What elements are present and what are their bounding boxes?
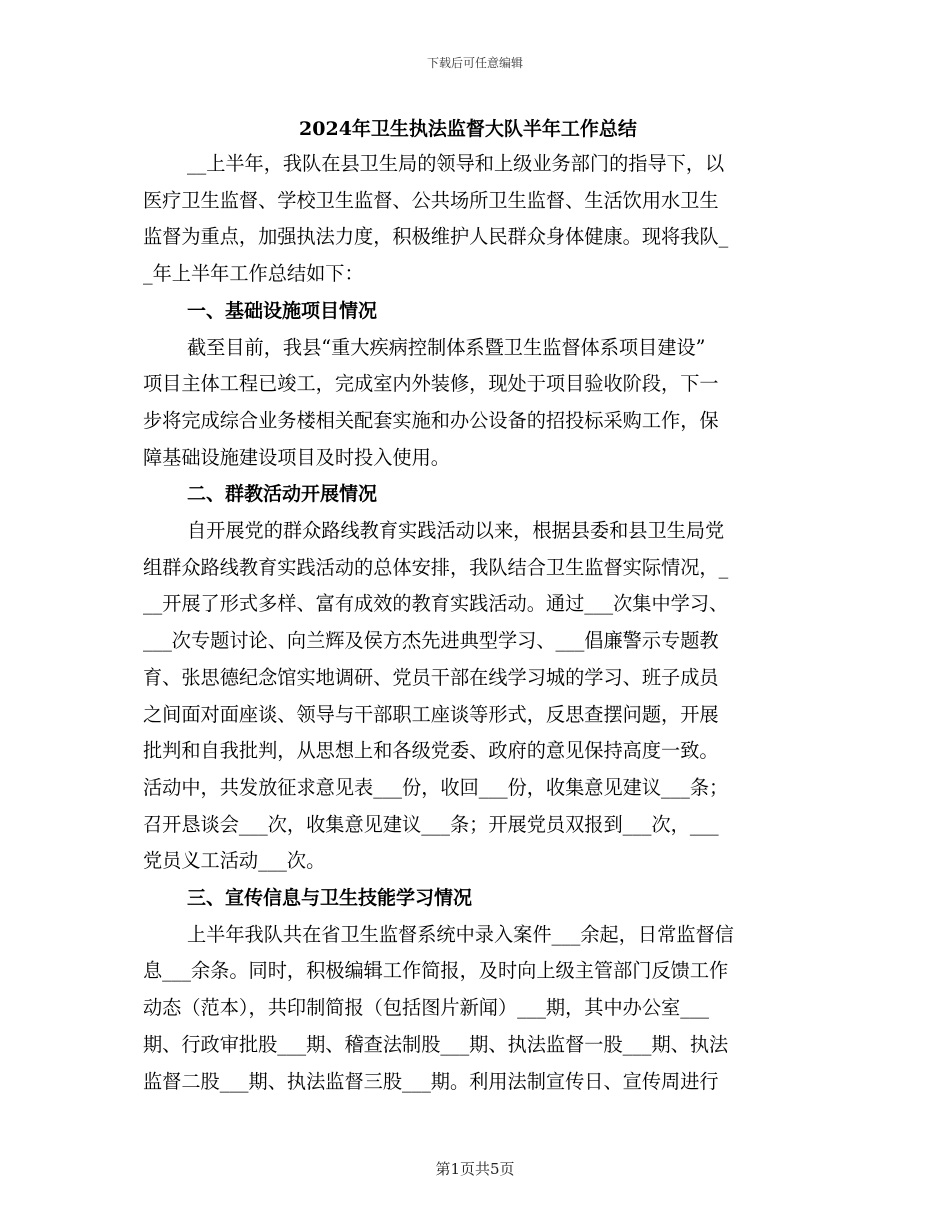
intro-paragraph [143,146,793,293]
text-line: __上半年，我队在县卫生局的领导和上级业务部门的指导下，以 [187,152,725,175]
text-line: 召开恳谈会___次，收集意见建议___条；开展党员双报到___次，___ [143,812,719,836]
text-line: 项目主体工程已竣工，完成室内外装修，现处于项目验收阶段，下一 [143,372,719,396]
text-line: ___次专题讨论、向兰辉及侯方杰先进典型学习、___倡廉警示专题教 [143,629,719,653]
text-line: 育、张思德纪念馆实地调研、党员干部在线学习城的学习、班子成员 [143,665,719,689]
section-heading-infrastructure: 一、基础设施项目情况 [187,299,378,322]
page-number: 第1页共5页 [435,1160,515,1178]
text-line: __开展了形式多样、富有成效的教育实践活动。通过___次集中学习、 [143,592,729,616]
section-paragraph-mass-education [143,513,793,880]
document-title: 2024年卫生执法监督大队半年工作总结 [299,118,637,140]
text-line: 医疗卫生监督、学校卫生监督、公共场所卫生监督、生活饮用水卫生 [143,188,719,212]
section-heading-mass-education: 二、群教活动开展情况 [187,483,378,506]
text-line: 上半年我队共在省卫生监督系统中录入案件___余起，日常监督信 [187,922,734,946]
download-note: 下载后可任意编辑 [426,56,523,70]
text-line: 活动中，共发放征求意见表___份，收回___份，收集意见建议___条； [143,775,729,799]
text-line: _年上半年工作总结如下： [143,262,364,286]
text-line: 监督为重点，加强执法力度，积极维护人民群众身体健康。现将我队_ [143,225,729,249]
text-line: 截至目前，我县“重大疾病控制体系暨卫生监督体系项目建设” [187,335,706,359]
text-line: 动态（范本），共印制简报（包括图片新闻）___期，其中办公室___ [143,996,710,1020]
text-line: 期、行政审批股___期、稽查法制股___期、执法监督一股___期、执法 [143,1032,729,1056]
section-heading-publicity: 三、宣传信息与卫生技能学习情况 [187,887,473,910]
text-line: 批判和自我批判，从思想上和各级党委、政府的意见保持高度一致。 [143,739,719,763]
text-line: 组群众路线教育实践活动的总体安排，我队结合卫生监督实际情况，_ [143,555,729,579]
section-paragraph-publicity [143,917,793,1101]
text-line: 障基础设施建设项目及时投入使用。 [143,445,450,469]
text-line: 监督二股___期、执法监督三股___期。利用法制宣传日、宣传周进行 [143,1069,719,1093]
text-line: 自开展党的群众路线教育实践活动以来，根据县委和县卫生局党 [187,519,725,543]
document-body [143,112,793,1100]
text-line: 之间面对面座谈、领导与干部职工座谈等形式，反思查摆问题，开展 [143,702,719,726]
text-line: 步将完成综合业务楼相关配套实施和办公设备的招投标采购工作，保 [143,408,719,432]
section-paragraph-infrastructure [143,330,793,477]
text-line: 息___余条。同时，积极编辑工作简报，及时向上级主管部门反馈工作 [143,959,729,983]
text-line: 党员义工活动___次。 [143,849,326,873]
